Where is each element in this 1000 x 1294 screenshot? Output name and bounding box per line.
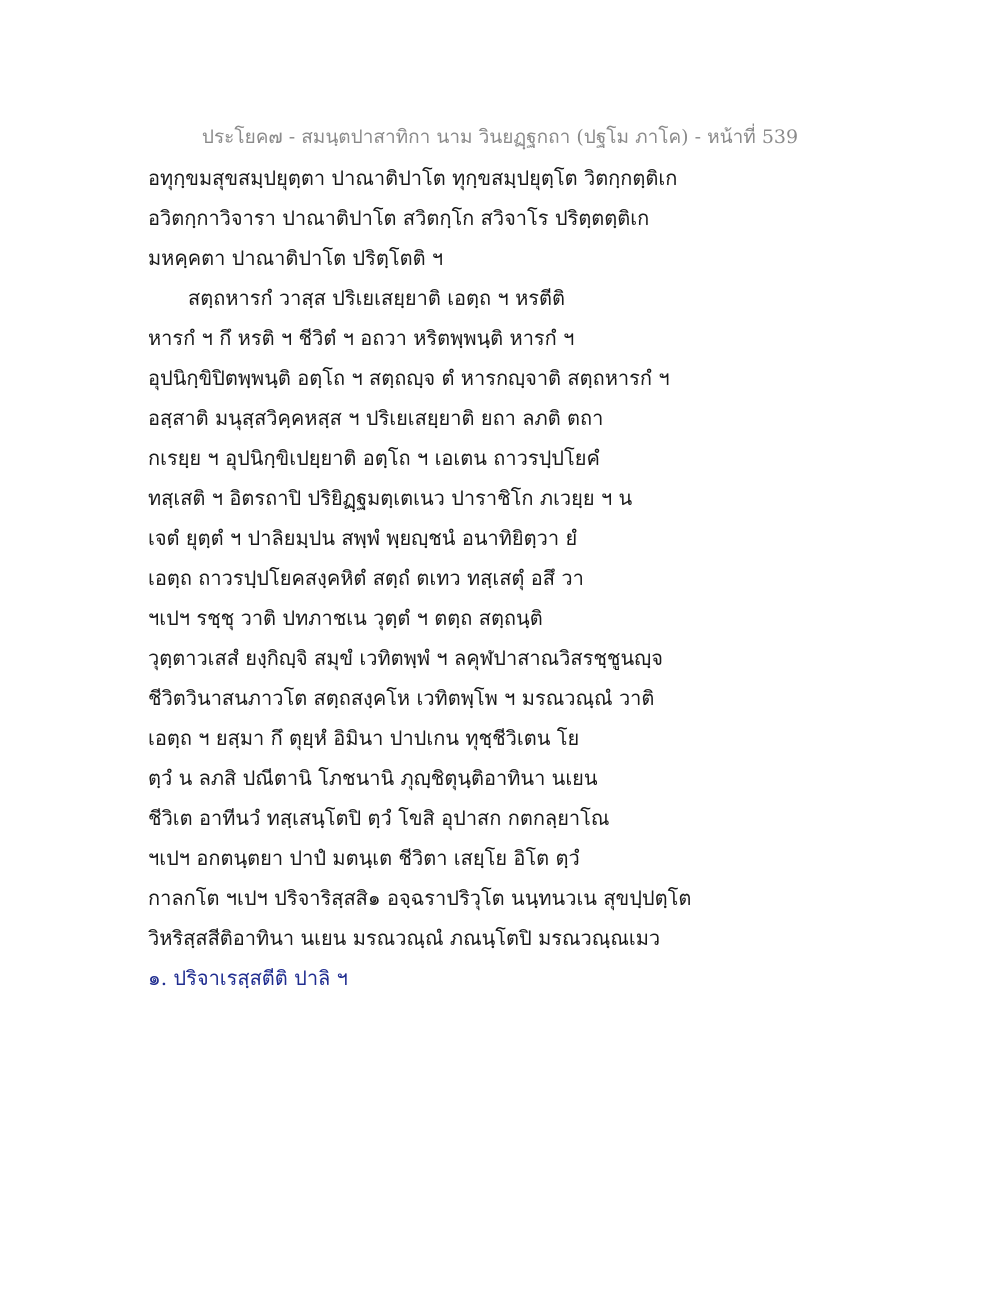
- paragraph-start-line: สตฺถหารกํ วาสฺส ปริเยเสยฺยาติ เอตฺถ ฯ หรตีติ: [188, 286, 566, 310]
- text-line: ฯเปฯ รชฺชุ วาติ ปทภาชเน วุตฺตํ ฯ ตตฺถ สตฺถนฺติ: [148, 606, 543, 630]
- text-line: อทุกฺขมสุขสมฺปยุตฺตา ปาณาติปาโต ทุกฺขสมฺปยุตฺโต วิตกฺกตฺติเก: [148, 166, 678, 190]
- running-header: ประโยค๗ - สมนฺตปาสาทิกา นาม วินยฏฺฐกถา (ปฐโม ภาโค) - หน้าที่ 539: [201, 126, 799, 148]
- text-line: กาลกโต ฯเปฯ ปริจาริสฺสสิ๑ อจฺฉราปริวุโต นนฺทนวเน สุขปฺปตฺโต: [148, 886, 692, 910]
- text-line: ทสฺเสติ ฯ อิตรถาปิ ปริยิฏฺฐมตฺเตเนว ปาราชิโก ภเวยฺย ฯ น: [148, 486, 633, 510]
- text-line: ตฺวํ น ลภสิ ปณีตานิ โภชนานิ ภุญฺชิตุนฺติอาทินา นเยน: [148, 766, 598, 790]
- text-line: หารกํ ฯ กึ หรติ ฯ ชีวิตํ ฯ อถวา หริตพฺพนฺติ หารกํ ฯ: [148, 326, 575, 350]
- text-line: ฯเปฯ อกตนฺตยา ปาปํ มตนฺเต ชีวิตา เสยฺโย อิโต ตฺวํ: [148, 846, 580, 870]
- text-line: วิหริสฺสสีติอาทินา นเยน มรณวณฺณํ ภณนฺโตปิ มรณวณฺณเมว: [148, 926, 661, 950]
- text-line: วุตฺตาวเสสํ ยงฺกิญฺจิ สมุขํ เวทิตพฺพํ ฯ ลคุฬปาสาณวิสรชฺชูนญฺจ: [148, 646, 663, 670]
- text-line: อสฺสาติ มนุสฺสวิคฺคหสฺส ฯ ปริเยเสยฺยาติ ยถา ลภติ ตถา: [148, 406, 604, 430]
- text-line: มหคฺคตา ปาณาติปาโต ปริตฺโตติ ฯ: [148, 246, 444, 270]
- body-text: [148, 158, 708, 998]
- text-line: ชีวิตวินาสนภาวโต สตฺถสงฺคโห เวทิตพฺโพ ฯ มรณวณฺณํ วาติ: [148, 686, 655, 710]
- text-line: กเรยฺย ฯ อุปนิกฺขิเปยฺยาติ อตฺโถ ฯ เอเตน ถาวรปฺปโยคํ: [148, 446, 600, 470]
- footnote: ๑. ปริจาเรสฺสตีติ ปาลิ ฯ: [148, 966, 348, 990]
- text-line: อุปนิกฺขิปิตพฺพนฺติ อตฺโถ ฯ สตฺถญฺจ ตํ หารกญฺจาติ สตฺถหารกํ ฯ: [148, 366, 670, 390]
- text-line: เอตฺถ ฯ ยสฺมา กึ ตุยฺหํ อิมินา ปาปเกน ทุชฺชีวิเตน โย: [148, 726, 580, 750]
- text-line: ชีวิเต อาทีนวํ ทสฺเสนฺโตปิ ตฺวํ โขสิ อุปาสก กตกลฺยาโณ: [148, 806, 610, 830]
- text-line: อวิตกฺกาวิจารา ปาณาติปาโต สวิตกฺโก สวิจาโร ปริตฺตตฺติเก: [148, 206, 650, 230]
- text-line: เอตฺถ ถาวรปฺปโยคสงฺคหิตํ สตฺถํ ตเทว ทสฺเสตุํ อสึ วา: [148, 566, 584, 590]
- text-line: เจตํ ยุตฺตํ ฯ ปาลิยมฺปน สพฺพํ พฺยญฺชนํ อนาทิยิตฺวา ยํ: [148, 526, 578, 550]
